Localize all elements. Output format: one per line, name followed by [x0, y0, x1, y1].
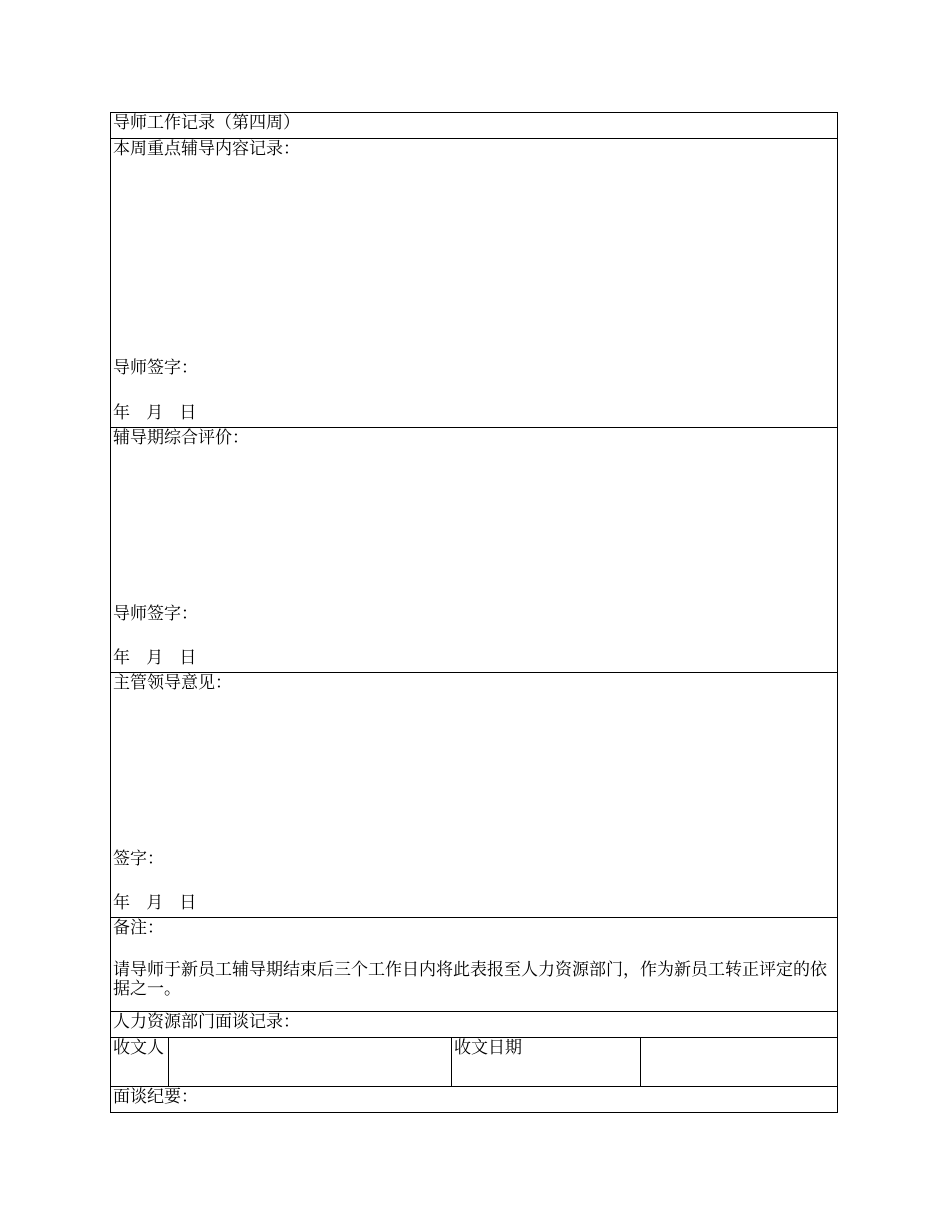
supervisor-cell[interactable] — [111, 673, 838, 918]
remarks-label: 备注： — [113, 918, 164, 938]
overall-eval-label: 辅导期综合评价： — [113, 428, 249, 448]
week-record-date-label: 年 月 日 — [113, 403, 197, 423]
overall-eval-date-label: 年 月 日 — [113, 648, 197, 668]
receiver-label: 收文人 — [111, 1038, 169, 1087]
week-record-signature-label: 导师签字： — [113, 358, 198, 378]
interview-summary-label[interactable]: 面谈纪要： — [111, 1087, 838, 1113]
overall-eval-cell[interactable] — [111, 428, 838, 673]
receiver-field[interactable] — [169, 1038, 452, 1087]
receive-date-field[interactable] — [641, 1038, 838, 1087]
receive-date-label: 收文日期 — [452, 1038, 641, 1087]
supervisor-label: 主管领导意见： — [113, 673, 232, 693]
hr-interview-label: 人力资源部门面谈记录： — [111, 1012, 838, 1038]
week-record-label: 本周重点辅导内容记录： — [113, 139, 300, 159]
supervisor-signature-label: 签字： — [113, 849, 164, 869]
remarks-text: 请导师于新员工辅导期结束后三个工作日内将此表报至人力资源部门，作为新员工转正评定的依据之一。 — [113, 960, 827, 999]
week-record-cell[interactable] — [111, 139, 838, 428]
overall-eval-signature-label: 导师签字： — [113, 604, 198, 624]
supervisor-date-label: 年 月 日 — [113, 893, 197, 913]
form-title: 导师工作记录（第四周） — [111, 113, 838, 139]
mentor-record-form — [110, 112, 838, 1113]
remarks-cell — [111, 918, 838, 1012]
